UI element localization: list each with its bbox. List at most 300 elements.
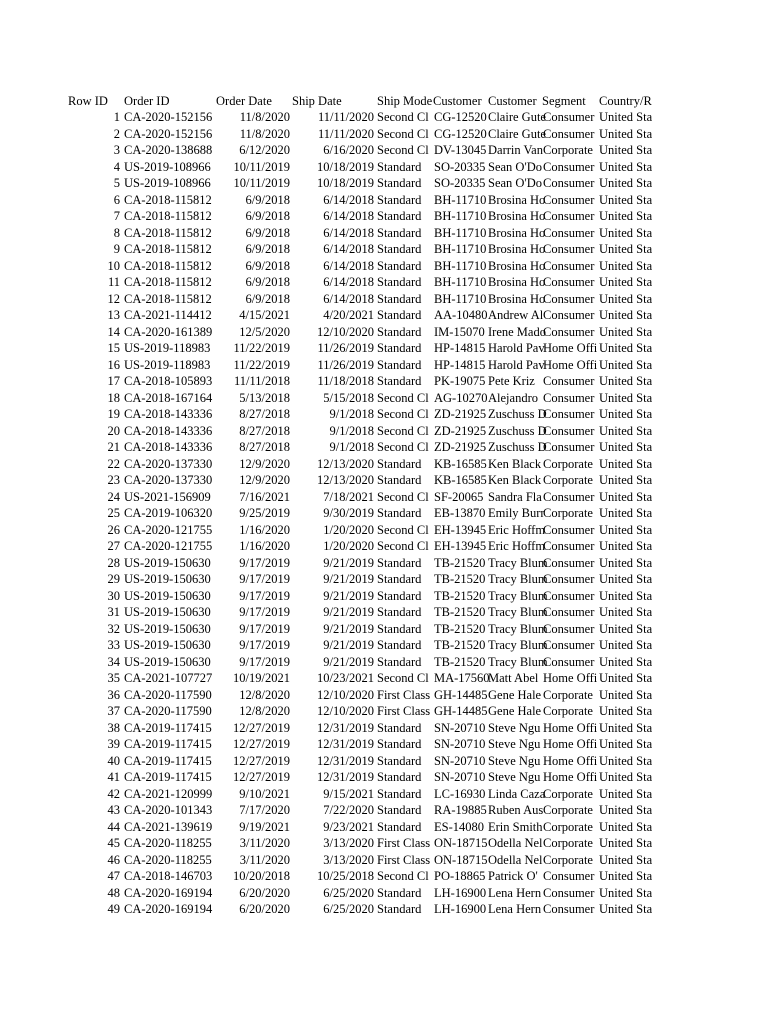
cell-order-id: CA-2020-161389 (124, 324, 213, 339)
cell-ship-date: 12/10/2020 (317, 324, 374, 339)
cell-customer-name: Brosina Ho (488, 291, 546, 306)
cell-row-id: 16 (107, 357, 120, 372)
cell-segment: Consumer (543, 654, 595, 669)
cell-segment: Consumer (543, 275, 595, 289)
cell-ship-mode: Standard (377, 159, 422, 174)
cell-customer-id: CG-12520 (434, 110, 487, 124)
cell-order-id: CA-2020-117590 (124, 687, 212, 702)
cell-order-date: 6/20/2020 (239, 902, 290, 916)
cell-ship-date: 4/20/2021 (323, 308, 374, 322)
cell-segment: Home Offi (543, 671, 598, 685)
cell-order-date: 1/16/2020 (239, 522, 290, 537)
cell-country: United Sta (599, 176, 653, 190)
cell-ship-date: 9/1/2018 (329, 440, 374, 454)
cell-order-id: US-2019-150630 (124, 621, 211, 636)
header-country: Country/R (599, 94, 652, 108)
cell-order-id: CA-2018-115812 (124, 242, 212, 256)
table-row (0, 868, 768, 884)
table-row (0, 571, 768, 587)
cell-ship-mode: Standard (377, 308, 422, 322)
cell-segment: Corporate (543, 786, 593, 801)
cell-ship-mode: Second Cl (377, 489, 429, 504)
cell-country: United Sta (599, 440, 653, 454)
cell-order-id: CA-2021-120999 (124, 786, 213, 801)
cell-customer-name: Steve Ngu (488, 770, 541, 784)
cell-country: United Sta (599, 489, 653, 504)
table-row (0, 720, 768, 736)
cell-segment: Corporate (543, 704, 593, 718)
cell-country: United Sta (599, 885, 653, 900)
cell-segment: Consumer (543, 605, 595, 619)
table-row (0, 604, 768, 620)
cell-segment: Corporate (543, 819, 593, 834)
cell-customer-id: GH-14485 (434, 704, 488, 718)
cell-ship-mode: Standard (377, 275, 422, 289)
cell-ship-mode: Standard (377, 605, 422, 619)
cell-segment: Consumer (543, 209, 595, 223)
cell-order-id: US-2019-150630 (124, 572, 211, 586)
cell-ship-date: 11/26/2019 (317, 341, 374, 355)
cell-customer-id: EH-13945 (434, 522, 487, 537)
cell-country: United Sta (599, 555, 653, 570)
cell-segment: Consumer (543, 374, 595, 388)
cell-order-id: CA-2021-139619 (124, 819, 213, 834)
cell-customer-name: Andrew Al (488, 308, 544, 322)
cell-order-date: 8/27/2018 (239, 407, 290, 421)
cell-order-date: 9/10/2021 (239, 786, 290, 801)
cell-ship-mode: Standard (377, 176, 422, 190)
cell-row-id: 2 (113, 126, 120, 141)
cell-ship-date: 10/18/2019 (317, 159, 374, 174)
cell-order-id: CA-2018-105893 (124, 374, 213, 388)
cell-order-id: US-2019-118983 (124, 357, 211, 372)
cell-order-date: 12/27/2019 (233, 753, 290, 768)
cell-order-id: CA-2018-143336 (124, 440, 213, 454)
cell-ship-date: 12/13/2020 (317, 473, 374, 487)
cell-order-id: US-2019-118983 (124, 341, 211, 355)
cell-ship-date: 3/13/2020 (323, 852, 374, 867)
cell-country: United Sta (599, 456, 653, 471)
cell-segment: Home Offi (543, 720, 598, 735)
cell-order-id: CA-2018-115812 (124, 275, 212, 289)
cell-ship-date: 10/23/2021 (317, 671, 374, 685)
cell-row-id: 28 (107, 555, 120, 570)
cell-customer-id: ZD-21925 (434, 407, 487, 421)
cell-ship-mode: Second Cl (377, 126, 429, 141)
cell-customer-id: HP-14815 (434, 357, 486, 372)
cell-ship-mode: Standard (377, 506, 422, 520)
cell-order-date: 8/27/2018 (239, 440, 290, 454)
table-row (0, 835, 768, 851)
header-row (0, 93, 768, 109)
cell-segment: Consumer (543, 522, 595, 537)
cell-order-date: 12/27/2019 (233, 737, 290, 751)
cell-order-id: CA-2018-115812 (124, 291, 212, 306)
cell-row-id: 29 (107, 572, 120, 586)
cell-customer-name: Eric Hoffm (488, 522, 546, 537)
cell-ship-date: 6/14/2018 (323, 225, 374, 240)
cell-segment: Consumer (543, 869, 595, 883)
cell-country: United Sta (599, 621, 653, 636)
cell-customer-name: Brosina Ho (488, 209, 546, 223)
cell-ship-date: 1/20/2020 (323, 522, 374, 537)
cell-row-id: 24 (107, 489, 120, 504)
cell-order-id: CA-2018-143336 (124, 407, 213, 421)
cell-order-id: CA-2020-169194 (124, 902, 213, 916)
cell-ship-mode: Standard (377, 357, 422, 372)
cell-customer-id: TB-21520 (434, 588, 486, 603)
cell-ship-mode: Standard (377, 572, 422, 586)
cell-row-id: 9 (113, 242, 120, 256)
cell-ship-mode: Standard (377, 374, 422, 388)
cell-order-id: CA-2019-117415 (124, 737, 212, 751)
cell-ship-date: 1/20/2020 (323, 539, 374, 553)
cell-segment: Consumer (543, 324, 595, 339)
cell-customer-name: Sean O'Do (488, 176, 542, 190)
cell-order-date: 9/17/2019 (239, 638, 290, 652)
cell-segment: Consumer (543, 126, 595, 141)
cell-ship-mode: Second Cl (377, 440, 429, 454)
cell-ship-date: 3/13/2020 (323, 836, 374, 850)
table-row (0, 307, 768, 323)
cell-country: United Sta (599, 473, 653, 487)
cell-segment: Consumer (543, 588, 595, 603)
cell-row-id: 25 (107, 506, 120, 520)
cell-customer-id: KB-16585 (434, 473, 487, 487)
cell-ship-date: 6/14/2018 (323, 275, 374, 289)
table-row (0, 489, 768, 505)
cell-ship-date: 9/21/2019 (323, 621, 374, 636)
cell-country: United Sta (599, 291, 653, 306)
cell-order-date: 12/8/2020 (239, 687, 290, 702)
cell-customer-id: ON-18715 (434, 852, 488, 867)
cell-customer-name: Matt Abel (488, 671, 539, 685)
cell-segment: Consumer (543, 407, 595, 421)
cell-ship-date: 9/1/2018 (329, 407, 374, 421)
cell-row-id: 7 (113, 209, 120, 223)
cell-country: United Sta (599, 588, 653, 603)
cell-row-id: 32 (107, 621, 120, 636)
cell-order-id: US-2019-150630 (124, 654, 211, 669)
cell-customer-name: Eric Hoffm (488, 539, 546, 553)
cell-row-id: 46 (107, 852, 120, 867)
table-row (0, 736, 768, 752)
table-row (0, 456, 768, 472)
cell-ship-mode: Standard (377, 341, 422, 355)
cell-order-id: CA-2019-117415 (124, 753, 212, 768)
cell-customer-name: Lena Hern (488, 885, 542, 900)
cell-country: United Sta (599, 671, 653, 685)
table-row (0, 505, 768, 521)
cell-ship-mode: Second Cl (377, 423, 429, 438)
cell-customer-id: TB-21520 (434, 555, 486, 570)
cell-ship-mode: First Class (377, 836, 431, 850)
cell-order-date: 9/17/2019 (239, 605, 290, 619)
cell-ship-mode: Second Cl (377, 671, 429, 685)
cell-segment: Home Offi (543, 357, 598, 372)
cell-order-date: 9/19/2021 (239, 819, 290, 834)
cell-ship-date: 6/14/2018 (323, 258, 374, 273)
cell-ship-mode: Standard (377, 786, 422, 801)
cell-ship-mode: Standard (377, 770, 422, 784)
cell-customer-id: BH-11710 (434, 258, 487, 273)
cell-customer-name: Alejandro (488, 390, 538, 405)
cell-customer-id: ES-14080 (434, 819, 484, 834)
cell-order-date: 12/27/2019 (233, 720, 290, 735)
cell-segment: Consumer (543, 489, 595, 504)
cell-order-date: 12/5/2020 (239, 324, 290, 339)
cell-order-date: 9/17/2019 (239, 572, 290, 586)
cell-segment: Home Offi (543, 770, 598, 784)
cell-order-date: 9/17/2019 (239, 588, 290, 603)
cell-row-id: 5 (113, 176, 120, 190)
cell-segment: Consumer (543, 159, 595, 174)
cell-customer-id: PK-19075 (434, 374, 486, 388)
cell-customer-id: MA-17560 (434, 671, 490, 685)
cell-order-id: US-2021-156909 (124, 489, 211, 504)
cell-segment: Corporate (543, 473, 593, 487)
cell-order-date: 6/20/2020 (239, 885, 290, 900)
header-customer-name: Customer (488, 94, 537, 108)
cell-customer-name: Gene Hale (488, 704, 542, 718)
cell-order-date: 8/27/2018 (239, 423, 290, 438)
cell-customer-name: Ruben Aus (488, 803, 544, 817)
cell-order-date: 12/9/2020 (239, 456, 290, 471)
cell-row-id: 13 (107, 308, 120, 322)
cell-order-date: 7/17/2020 (239, 803, 290, 817)
cell-ship-date: 12/31/2019 (317, 770, 374, 784)
cell-customer-id: LC-16930 (434, 786, 486, 801)
cell-customer-id: LH-16900 (434, 885, 487, 900)
cell-order-id: CA-2019-117415 (124, 720, 212, 735)
cell-ship-date: 6/14/2018 (323, 291, 374, 306)
cell-order-id: CA-2019-117415 (124, 770, 212, 784)
table-row (0, 852, 768, 868)
cell-row-id: 37 (107, 704, 120, 718)
cell-order-id: CA-2020-101343 (124, 803, 213, 817)
cell-order-date: 9/17/2019 (239, 621, 290, 636)
cell-customer-id: ZD-21925 (434, 423, 487, 438)
cell-ship-mode: First Class (377, 852, 431, 867)
cell-segment: Home Offi (543, 737, 598, 751)
header-ship-date: Ship Date (292, 94, 342, 108)
table-row (0, 340, 768, 356)
cell-ship-date: 9/15/2021 (323, 786, 374, 801)
cell-order-date: 10/19/2021 (233, 671, 290, 685)
table-row (0, 208, 768, 224)
cell-customer-name: Patrick O' (488, 869, 538, 883)
cell-customer-name: Zuschuss D (488, 440, 547, 454)
cell-country: United Sta (599, 341, 653, 355)
table-row (0, 637, 768, 653)
cell-order-id: CA-2020-121755 (124, 522, 213, 537)
cell-ship-mode: Standard (377, 258, 422, 273)
cell-country: United Sta (599, 275, 653, 289)
cell-row-id: 49 (107, 902, 120, 916)
cell-customer-id: TB-21520 (434, 638, 486, 652)
cell-customer-name: Steve Ngu (488, 753, 541, 768)
cell-order-id: CA-2018-167164 (124, 390, 213, 405)
cell-order-date: 5/13/2018 (239, 390, 290, 405)
cell-customer-name: Ken Black (488, 456, 542, 471)
table-row (0, 126, 768, 142)
cell-ship-mode: Second Cl (377, 539, 429, 553)
cell-row-id: 22 (107, 456, 120, 471)
cell-segment: Consumer (543, 440, 595, 454)
cell-country: United Sta (599, 374, 653, 388)
cell-row-id: 43 (107, 803, 120, 817)
cell-ship-mode: Standard (377, 720, 422, 735)
cell-segment: Corporate (543, 803, 593, 817)
cell-row-id: 26 (107, 522, 120, 537)
cell-order-id: CA-2019-106320 (124, 506, 213, 520)
cell-segment: Consumer (543, 291, 595, 306)
cell-order-id: CA-2020-137330 (124, 456, 213, 471)
cell-segment: Consumer (543, 192, 595, 207)
cell-customer-id: SN-20710 (434, 770, 486, 784)
cell-customer-name: Tracy Blum (488, 588, 548, 603)
cell-row-id: 4 (113, 159, 120, 174)
cell-row-id: 18 (107, 390, 120, 405)
table-row (0, 192, 768, 208)
cell-country: United Sta (599, 687, 653, 702)
cell-row-id: 10 (107, 258, 120, 273)
cell-customer-name: Steve Ngu (488, 737, 541, 751)
cell-customer-name: Zuschuss D (488, 407, 547, 421)
cell-row-id: 41 (107, 770, 120, 784)
cell-order-date: 3/11/2020 (239, 836, 290, 850)
cell-customer-name: Tracy Blum (488, 555, 548, 570)
cell-country: United Sta (599, 143, 653, 157)
table-row (0, 142, 768, 158)
table-row (0, 538, 768, 554)
cell-order-id: CA-2020-137330 (124, 473, 213, 487)
table-row (0, 423, 768, 439)
cell-row-id: 20 (107, 423, 120, 438)
cell-segment: Consumer (543, 902, 595, 916)
cell-ship-mode: First Class (377, 687, 431, 702)
cell-order-id: CA-2020-117590 (124, 704, 212, 718)
cell-order-date: 4/15/2021 (239, 308, 290, 322)
cell-ship-mode: Standard (377, 209, 422, 223)
cell-segment: Consumer (543, 390, 595, 405)
table-row (0, 802, 768, 818)
cell-row-id: 42 (107, 786, 120, 801)
cell-country: United Sta (599, 357, 653, 372)
cell-country: United Sta (599, 803, 653, 817)
table-row (0, 159, 768, 175)
table-row (0, 241, 768, 257)
cell-customer-name: Brosina Ho (488, 242, 546, 256)
cell-customer-id: IM-15070 (434, 324, 485, 339)
header-order-id: Order ID (124, 94, 170, 108)
cell-country: United Sta (599, 308, 653, 322)
cell-country: United Sta (599, 869, 653, 883)
cell-segment: Corporate (543, 687, 593, 702)
cell-customer-name: Irene Mado (488, 324, 546, 339)
table-row (0, 175, 768, 191)
cell-order-date: 9/17/2019 (239, 654, 290, 669)
cell-order-id: CA-2018-115812 (124, 192, 212, 207)
header-order-date: Order Date (216, 94, 272, 108)
cell-country: United Sta (599, 324, 653, 339)
table-row (0, 357, 768, 373)
cell-country: United Sta (599, 654, 653, 669)
cell-row-id: 8 (113, 225, 120, 240)
cell-row-id: 36 (107, 687, 120, 702)
cell-customer-name: Brosina Ho (488, 258, 546, 273)
table-row (0, 406, 768, 422)
cell-ship-mode: Standard (377, 588, 422, 603)
cell-customer-name: Steve Ngu (488, 720, 541, 735)
cell-customer-name: Brosina Ho (488, 225, 546, 240)
cell-order-date: 11/22/2019 (233, 357, 290, 372)
cell-order-date: 10/11/2019 (233, 176, 290, 190)
cell-country: United Sta (599, 242, 653, 256)
table-row (0, 621, 768, 637)
cell-ship-mode: First Class (377, 704, 431, 718)
cell-row-id: 19 (107, 407, 120, 421)
cell-customer-name: Odella Nel (488, 852, 543, 867)
cell-customer-id: KB-16585 (434, 456, 487, 471)
cell-country: United Sta (599, 192, 653, 207)
table-row (0, 555, 768, 571)
cell-customer-name: Linda Caza (488, 786, 546, 801)
cell-order-id: CA-2018-143336 (124, 423, 213, 438)
table-row (0, 373, 768, 389)
cell-ship-mode: Standard (377, 621, 422, 636)
cell-ship-date: 6/14/2018 (323, 192, 374, 207)
table-row (0, 885, 768, 901)
cell-segment: Consumer (543, 308, 595, 322)
table-row (0, 291, 768, 307)
cell-segment: Consumer (543, 423, 595, 438)
header-customer-id: Customer (433, 94, 482, 108)
cell-ship-mode: Standard (377, 902, 422, 916)
cell-country: United Sta (599, 572, 653, 586)
cell-ship-date: 10/25/2018 (317, 869, 374, 883)
table-row (0, 439, 768, 455)
cell-customer-name: Darrin Van (488, 143, 543, 157)
cell-customer-name: Tracy Blum (488, 638, 548, 652)
cell-order-id: CA-2020-152156 (124, 126, 213, 141)
cell-ship-date: 6/16/2020 (323, 143, 374, 157)
cell-customer-name: Harold Pav (488, 341, 545, 355)
cell-ship-date: 9/21/2019 (323, 605, 374, 619)
cell-row-id: 38 (107, 720, 120, 735)
cell-row-id: 39 (107, 737, 120, 751)
cell-country: United Sta (599, 720, 653, 735)
cell-order-date: 6/9/2018 (245, 258, 290, 273)
cell-country: United Sta (599, 539, 653, 553)
cell-ship-mode: Second Cl (377, 869, 429, 883)
cell-row-id: 3 (113, 143, 120, 157)
cell-order-date: 6/9/2018 (245, 242, 290, 256)
cell-order-date: 3/11/2020 (239, 852, 290, 867)
cell-ship-mode: Standard (377, 324, 422, 339)
cell-segment: Consumer (543, 225, 595, 240)
cell-row-id: 27 (107, 539, 120, 553)
cell-segment: Consumer (543, 176, 595, 190)
cell-order-id: CA-2018-115812 (124, 225, 212, 240)
cell-ship-mode: Second Cl (377, 407, 429, 421)
cell-order-date: 11/22/2019 (233, 341, 290, 355)
cell-customer-id: BH-11710 (434, 192, 487, 207)
table-row (0, 654, 768, 670)
cell-customer-id: HP-14815 (434, 341, 486, 355)
cell-row-id: 17 (107, 374, 120, 388)
cell-ship-date: 9/30/2019 (323, 506, 374, 520)
